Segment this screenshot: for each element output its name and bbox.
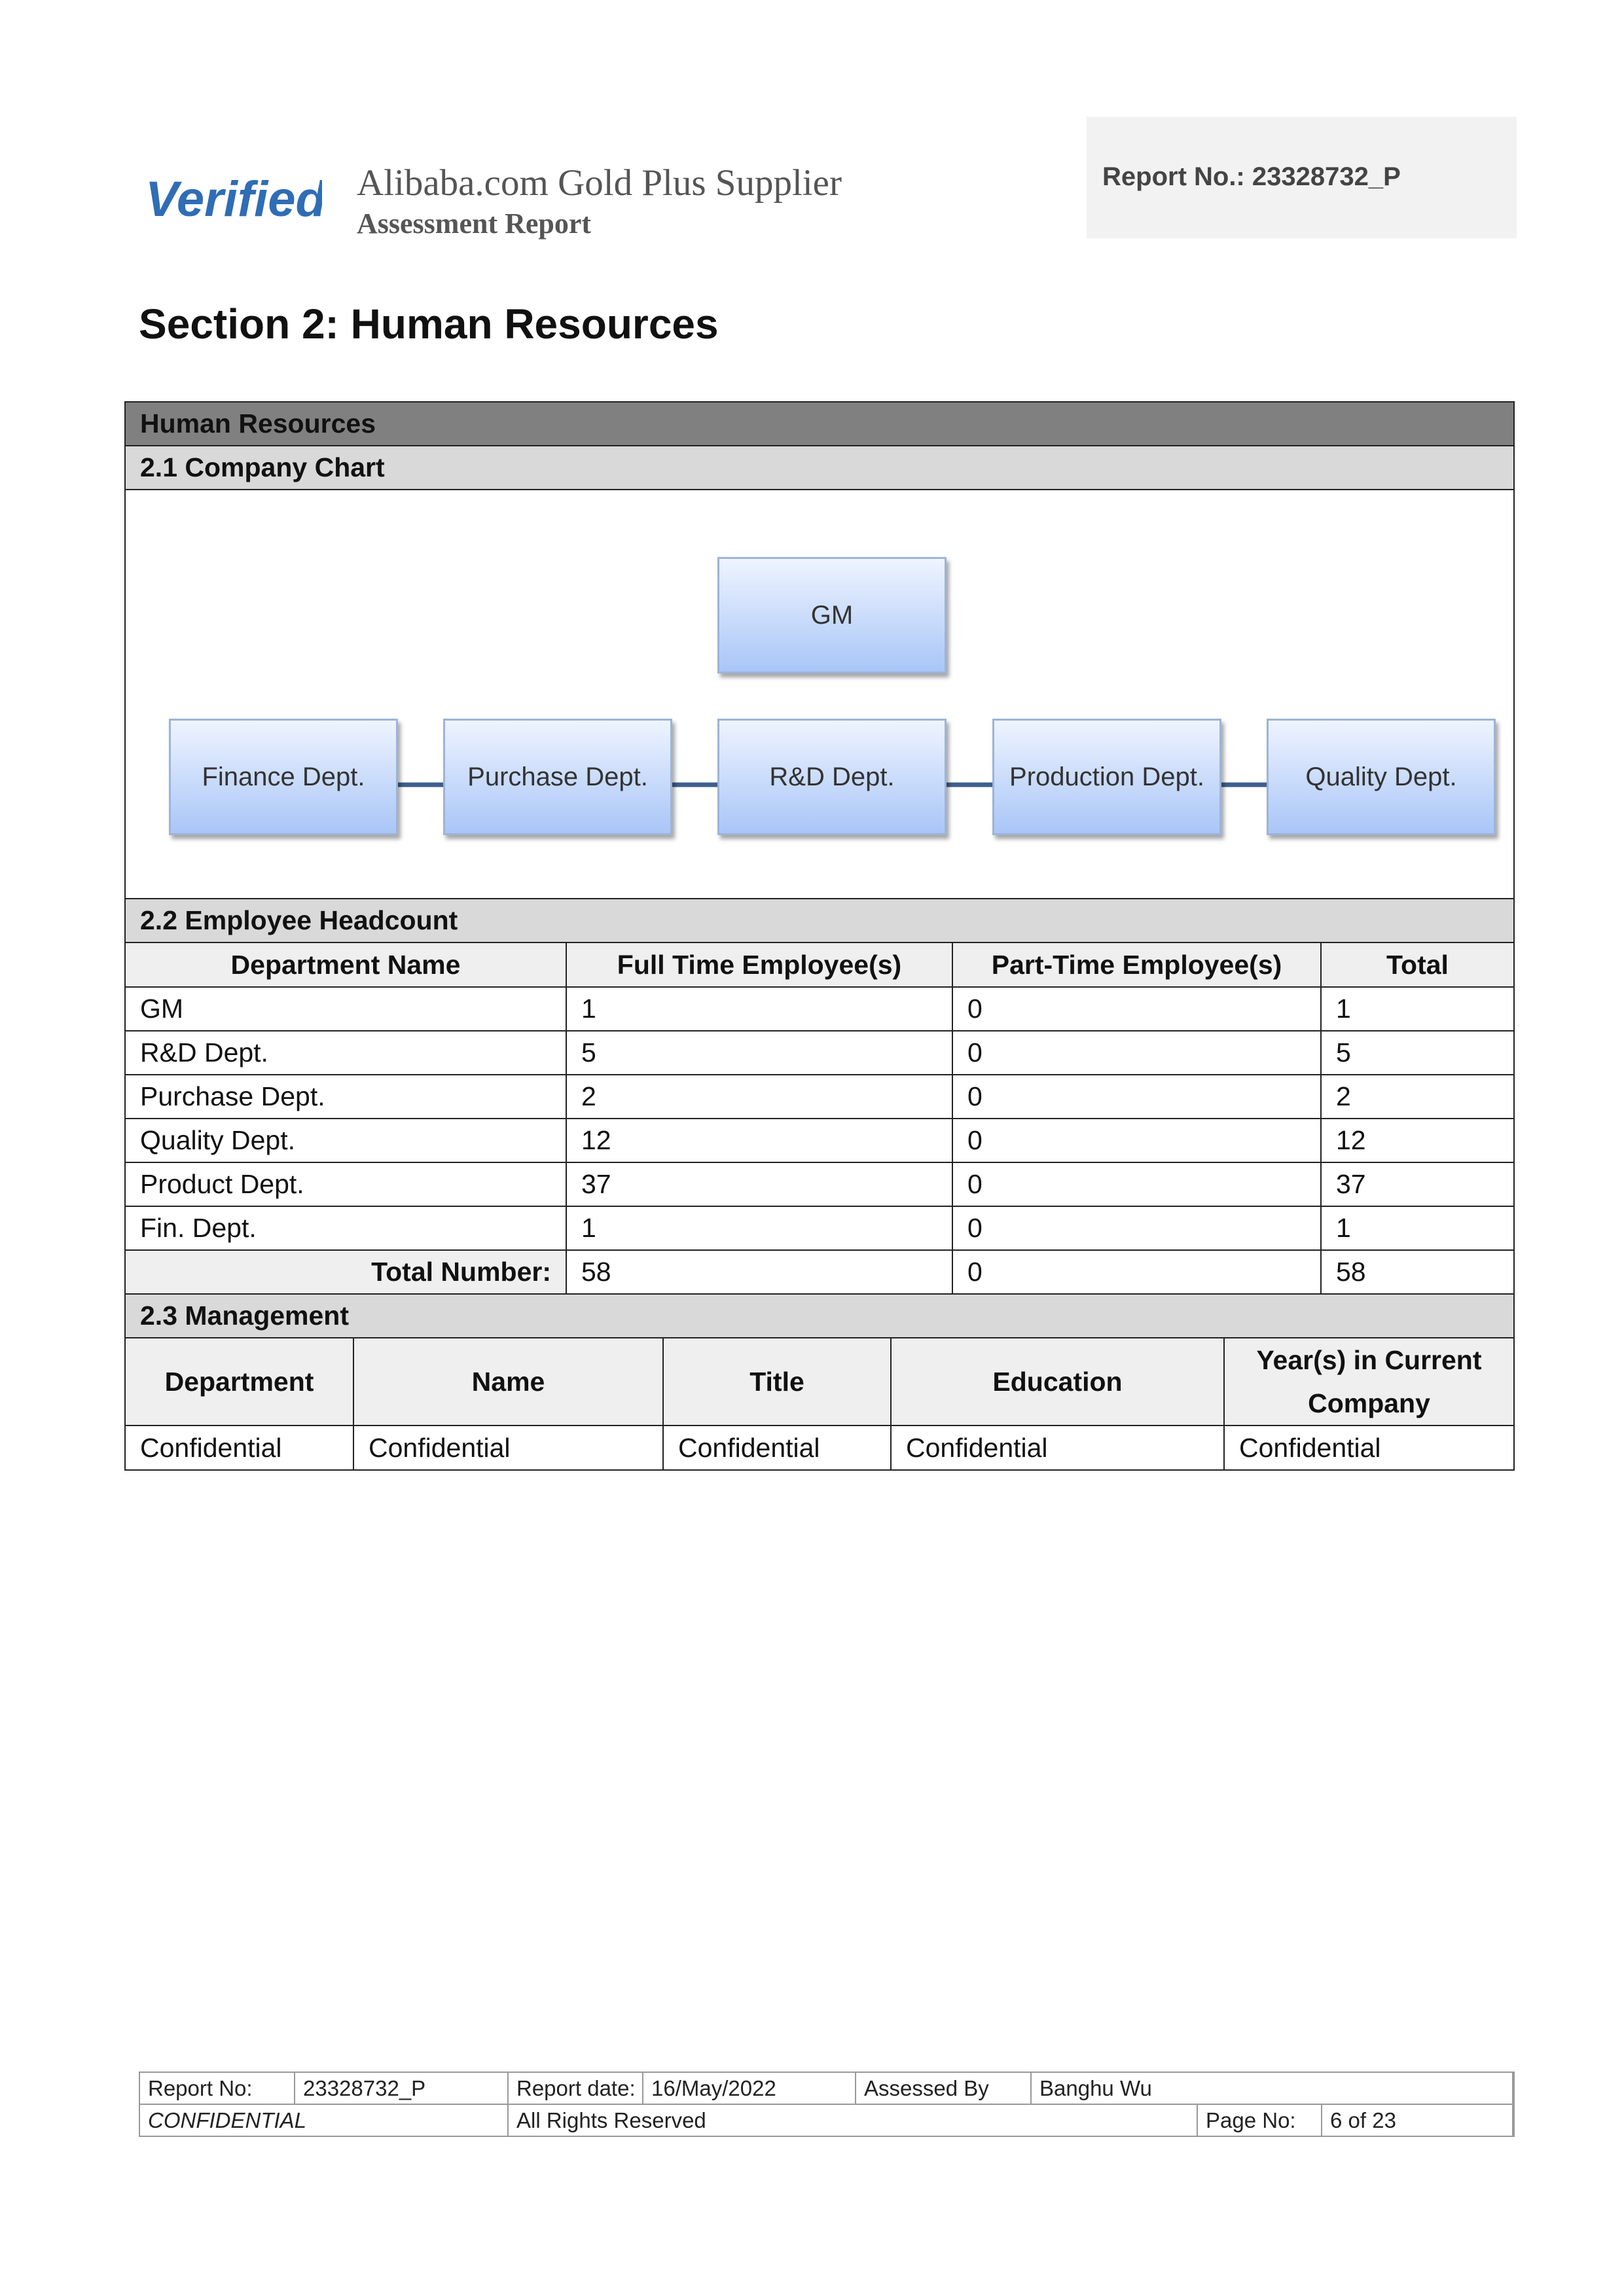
cell-department: Confidential [126, 1426, 353, 1469]
table-row [126, 1206, 1513, 1250]
report-number: Report No.: 23328732_P [1102, 162, 1401, 191]
col-name: Name [353, 1338, 663, 1426]
footer-assessed-by-label: Assessed By [856, 2073, 1031, 2104]
hr-heading: Human Resources [126, 403, 1513, 446]
management-header-row [126, 1338, 1513, 1426]
headcount-total-row [126, 1250, 1513, 1294]
cell-full-time: 12 [566, 1119, 952, 1162]
footer-page-no: 6 of 23 [1322, 2104, 1513, 2136]
table-row [126, 1119, 1513, 1162]
page-footer [139, 2072, 1515, 2137]
cell-part-time: 0 [952, 987, 1321, 1031]
footer-confidential: CONFIDENTIAL [140, 2104, 508, 2136]
cell-education: Confidential [891, 1426, 1224, 1469]
cell-full-time: 5 [566, 1031, 952, 1075]
total-all: 58 [1321, 1250, 1513, 1294]
cell-total: 37 [1321, 1162, 1513, 1206]
footer-rights: All Rights Reserved [508, 2104, 1197, 2136]
management-title: 2.3 Management [126, 1295, 1513, 1338]
headcount-header-row [126, 943, 1513, 987]
total-number-label: Total Number: [126, 1250, 566, 1294]
col-part-time: Part-Time Employee(s) [952, 943, 1321, 987]
org-node-finance: Finance Dept. [169, 719, 398, 835]
cell-part-time: 0 [952, 1031, 1321, 1075]
footer-page-no-label: Page No: [1197, 2104, 1322, 2136]
col-education: Education [891, 1338, 1224, 1426]
cell-total: 12 [1321, 1119, 1513, 1162]
cell-department: Product Dept. [126, 1162, 566, 1206]
verified-logo-text: Verified [145, 171, 322, 227]
col-total: Total [1321, 943, 1513, 987]
total-full-time: 58 [566, 1250, 952, 1294]
verified-logo [145, 169, 322, 228]
total-part-time: 0 [952, 1250, 1321, 1294]
table-row [126, 1162, 1513, 1206]
cell-total: 5 [1321, 1031, 1513, 1075]
cell-full-time: 37 [566, 1162, 952, 1206]
cell-full-time: 2 [566, 1075, 952, 1119]
cell-department: R&D Dept. [126, 1031, 566, 1075]
org-node-production: Production Dept. [992, 719, 1221, 835]
footer-row-1 [140, 2073, 1513, 2104]
org-node-quality: Quality Dept. [1267, 719, 1496, 835]
company-chart-title: 2.1 Company Chart [126, 446, 1513, 490]
footer-assessed-by: Banghu Wu [1031, 2073, 1513, 2104]
table-row [126, 1426, 1513, 1469]
human-resources-table [124, 401, 1515, 1471]
cell-full-time: 1 [566, 987, 952, 1031]
headcount-table [126, 943, 1513, 1295]
col-department-name: Department Name [126, 943, 566, 987]
footer-table [140, 2073, 1513, 2136]
cell-years: Confidential [1239, 1432, 1381, 1463]
footer-report-date-label: Report date: [508, 2073, 643, 2104]
cell-title: Confidential [663, 1426, 891, 1469]
cell-total: 1 [1321, 1206, 1513, 1250]
brand-subtitle: Assessment Report [357, 207, 592, 240]
cell-part-time: 0 [952, 1206, 1321, 1250]
company-org-chart [126, 490, 1513, 899]
cell-part-time: 0 [952, 1119, 1321, 1162]
headcount-title: 2.2 Employee Headcount [126, 899, 1513, 943]
verified-logo-icon [145, 169, 322, 228]
cell-name: Confidential [353, 1426, 663, 1469]
org-node-gm: GM [717, 557, 947, 673]
report-number-box [1087, 117, 1517, 238]
cell-department: GM [126, 987, 566, 1031]
col-full-time: Full Time Employee(s) [566, 943, 952, 987]
footer-report-no-label: Report No: [140, 2073, 295, 2104]
section-title: Section 2: Human Resources [139, 300, 719, 348]
table-row [126, 1075, 1513, 1119]
footer-report-no: 23328732_P [295, 2073, 508, 2104]
footer-row-2 [140, 2104, 1513, 2136]
col-department: Department [126, 1338, 353, 1426]
col-title: Title [663, 1338, 891, 1426]
org-node-purchase: Purchase Dept. [443, 719, 672, 835]
org-chart-connectors [126, 490, 1513, 899]
table-row [126, 987, 1513, 1031]
brand-title: Alibaba.com Gold Plus Supplier [357, 162, 842, 204]
cell-department: Fin. Dept. [126, 1206, 566, 1250]
org-node-rd: R&D Dept. [717, 719, 947, 835]
cell-full-time: 1 [566, 1206, 952, 1250]
cell-part-time: 0 [952, 1162, 1321, 1206]
table-row [126, 1031, 1513, 1075]
footer-report-date: 16/May/2022 [643, 2073, 856, 2104]
management-table [126, 1338, 1513, 1469]
brand-text [357, 160, 842, 242]
col-years-in-company: Year(s) in Current Company [1224, 1338, 1513, 1426]
cell-part-time: 0 [952, 1075, 1321, 1119]
cell-total: 1 [1321, 987, 1513, 1031]
cell-total: 2 [1321, 1075, 1513, 1119]
cell-department: Purchase Dept. [126, 1075, 566, 1119]
cell-department: Quality Dept. [126, 1119, 566, 1162]
